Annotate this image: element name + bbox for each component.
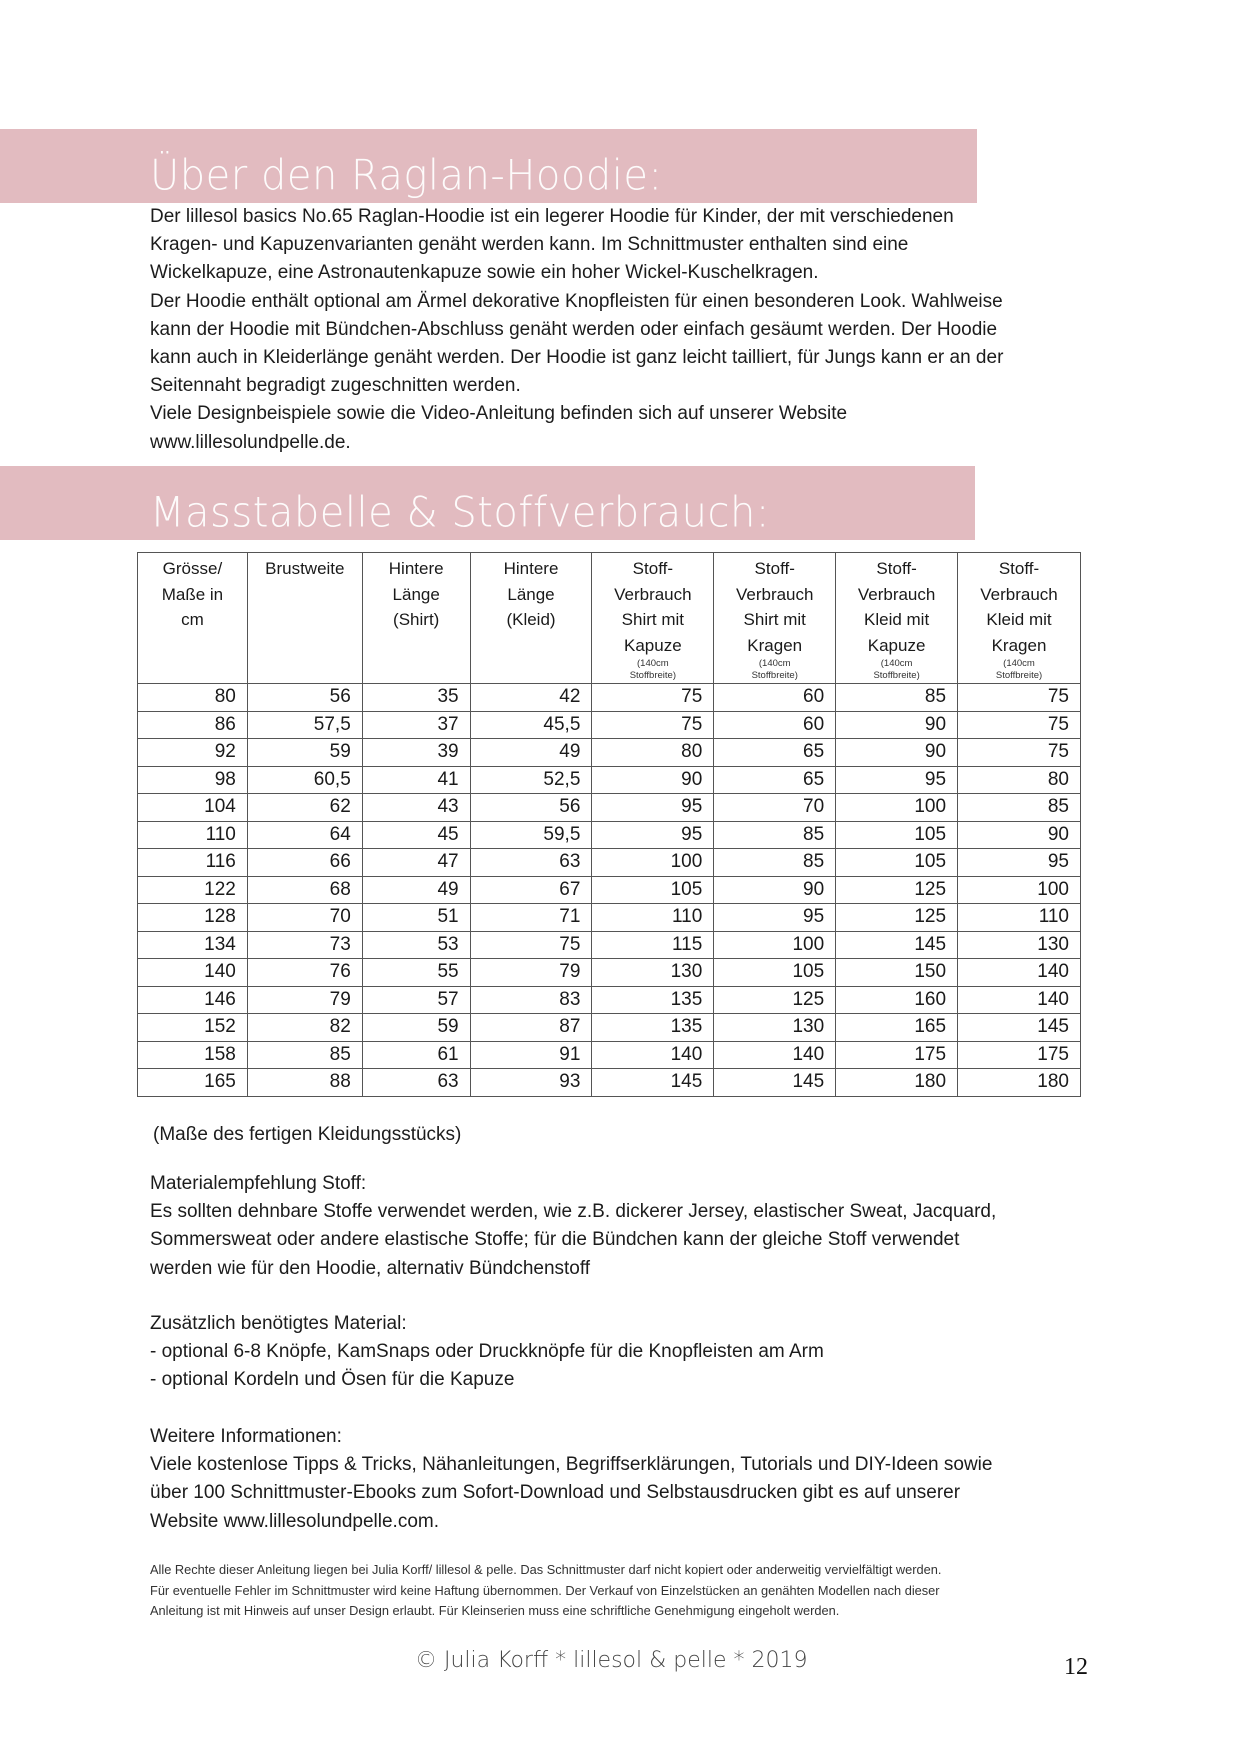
column-header-text: Verbrauch	[857, 584, 936, 604]
value-cell: 37	[362, 711, 470, 739]
value-cell: 100	[592, 849, 714, 877]
value-cell: 130	[958, 931, 1081, 959]
value-cell: 52,5	[470, 766, 592, 794]
value-cell: 43	[362, 794, 470, 822]
size-cell: 110	[138, 821, 248, 849]
more-info-heading: Weitere Informationen:	[150, 1426, 342, 1447]
value-cell: 79	[247, 986, 362, 1014]
about-line: Kragen- und Kapuzenvarianten genäht werden kann. Im Schnittmuster enthalten sind eine	[150, 234, 909, 256]
about-line: Seitennaht begradigt zugeschnitten werden.	[150, 375, 521, 397]
size-table-header-row	[138, 553, 1081, 684]
value-cell: 95	[836, 766, 958, 794]
table-row	[138, 959, 1081, 987]
size-cell: 80	[138, 684, 248, 712]
value-cell: 65	[714, 766, 836, 794]
table-row	[138, 931, 1081, 959]
value-cell: 73	[247, 931, 362, 959]
more-info-line: über 100 Schnittmuster-Ebooks zum Sofort-Download und Selbstausdrucken gibt es auf unserer	[150, 1482, 961, 1504]
value-cell: 71	[470, 904, 592, 932]
value-cell: 165	[836, 1014, 958, 1042]
value-cell: 56	[470, 794, 592, 822]
value-cell: 100	[714, 931, 836, 959]
value-cell: 125	[836, 876, 958, 904]
value-cell: 63	[470, 849, 592, 877]
column-header-text: Hintere	[388, 559, 444, 578]
column-header-note: (140cm	[880, 658, 913, 669]
value-cell: 60	[714, 711, 836, 739]
column-header	[714, 553, 836, 684]
section-title-about: Über den Raglan-Hoodie:	[150, 151, 663, 201]
column-header	[362, 553, 470, 684]
value-cell: 59	[247, 739, 362, 767]
column-header	[958, 553, 1081, 684]
column-header-note: Stoffbreite)	[873, 669, 920, 681]
value-cell: 87	[470, 1014, 592, 1042]
section-header-band-about	[0, 129, 977, 203]
value-cell: 85	[714, 849, 836, 877]
value-cell: 55	[362, 959, 470, 987]
value-cell: 61	[362, 1041, 470, 1069]
page-number: 12	[1064, 1654, 1088, 1680]
about-line: Der Hoodie enthält optional am Ärmel dekorative Knopfleisten für einen besonderen Look. Wahlweise	[150, 290, 1003, 312]
about-website-line: www.lillesolundpelle.de.	[150, 431, 351, 453]
value-cell: 140	[714, 1041, 836, 1069]
value-cell: 57	[362, 986, 470, 1014]
table-row	[138, 684, 1081, 712]
about-line: Wickelkapuze, eine Astronautenkapuze sowie ein hoher Wickel-Kuschelkragen.	[150, 262, 819, 284]
column-header-text: Stoff-	[876, 559, 917, 578]
value-cell: 130	[714, 1014, 836, 1042]
value-cell: 64	[247, 821, 362, 849]
value-cell: 85	[836, 684, 958, 712]
legal-notice	[150, 1560, 1130, 1622]
value-cell: 90	[958, 821, 1081, 849]
value-cell: 90	[714, 876, 836, 904]
value-cell: 100	[836, 794, 958, 822]
table-row	[138, 849, 1081, 877]
column-header-text: Maße in	[161, 584, 224, 604]
column-header-text: (Kleid)	[506, 610, 556, 629]
value-cell: 39	[362, 739, 470, 767]
column-header	[247, 553, 362, 684]
more-info-line: Viele kostenlose Tipps & Tricks, Nähanleitungen, Begriffserklärungen, Tutorials und DIY-Ideen sowie	[150, 1454, 993, 1476]
value-cell: 125	[836, 904, 958, 932]
value-cell: 180	[958, 1069, 1081, 1097]
value-cell: 175	[836, 1041, 958, 1069]
column-header-text: Kleid mit	[864, 610, 930, 629]
column-header-text: Kapuze	[624, 635, 682, 655]
value-cell: 82	[247, 1014, 362, 1042]
table-row	[138, 739, 1081, 767]
column-header-text: Verbrauch	[980, 584, 1058, 604]
value-cell: 75	[470, 931, 592, 959]
table-row	[138, 904, 1081, 932]
size-cell: 104	[138, 794, 248, 822]
column-header	[138, 553, 248, 684]
column-header-note: Stoffbreite)	[751, 669, 798, 681]
value-cell: 140	[958, 959, 1081, 987]
column-header-note: Stoffbreite)	[629, 669, 676, 681]
additional-material	[150, 1310, 1110, 1395]
value-cell: 42	[470, 684, 592, 712]
value-cell: 75	[592, 684, 714, 712]
value-cell: 66	[247, 849, 362, 877]
value-cell: 145	[836, 931, 958, 959]
about-line: kann der Hoodie mit Bündchen-Abschluss genäht werden oder einfach gesäumt werden. Der Hoodie	[150, 318, 998, 340]
value-cell: 75	[958, 739, 1081, 767]
column-header-text: Kragen	[991, 635, 1047, 655]
footer-copyright: © Julia Korff * lillesol & pelle * 2019	[415, 1648, 808, 1673]
value-cell: 105	[836, 849, 958, 877]
value-cell: 59,5	[470, 821, 592, 849]
size-cell: 128	[138, 904, 248, 932]
value-cell: 105	[592, 876, 714, 904]
value-cell: 47	[362, 849, 470, 877]
column-header-note: (140cm	[758, 658, 791, 669]
column-header-text: Stoff-	[632, 559, 673, 578]
value-cell: 90	[836, 711, 958, 739]
legal-line: Für eventuelle Fehler im Schnittmuster wird keine Haftung übernommen. Der Verkauf von Einzelstücken an genähten Modellen nach dieser	[150, 1582, 940, 1598]
column-header-text: cm	[181, 610, 204, 629]
size-cell: 146	[138, 986, 248, 1014]
value-cell: 175	[958, 1041, 1081, 1069]
value-cell: 79	[470, 959, 592, 987]
material-line: werden wie für den Hoodie, alternativ Bündchenstoff	[150, 1257, 591, 1279]
value-cell: 45	[362, 821, 470, 849]
value-cell: 110	[592, 904, 714, 932]
about-line: Viele Designbeispiele sowie die Video-Anleitung befinden sich auf unserer Website	[150, 403, 848, 425]
value-cell: 59	[362, 1014, 470, 1042]
size-table	[137, 552, 1081, 1097]
value-cell: 100	[958, 876, 1081, 904]
size-cell: 134	[138, 931, 248, 959]
value-cell: 70	[714, 794, 836, 822]
value-cell: 90	[836, 739, 958, 767]
column-header-text: Verbrauch	[614, 584, 692, 604]
size-cell: 158	[138, 1041, 248, 1069]
size-cell: 140	[138, 959, 248, 987]
about-paragraph	[150, 203, 1090, 457]
column-header-text: Kleid mit	[986, 610, 1052, 629]
value-cell: 49	[362, 876, 470, 904]
size-cell: 86	[138, 711, 248, 739]
column-header-text: Kapuze	[867, 635, 926, 655]
about-line: kann auch in Kleiderlänge genäht werden. Der Hoodie ist ganz leicht tailliert, für Jungs kann er an der	[150, 347, 1004, 369]
section-title-size-table: Masstabelle & Stoffverbrauch:	[150, 488, 770, 538]
legal-line: Alle Rechte dieser Anleitung liegen bei Julia Korff/ lillesol & pelle. Das Schnittmuster darf nicht kopiert oder anderweitig vervielfältigt werden.	[150, 1562, 942, 1577]
value-cell: 95	[714, 904, 836, 932]
table-row	[138, 1069, 1081, 1097]
value-cell: 83	[470, 986, 592, 1014]
value-cell: 63	[362, 1069, 470, 1097]
value-cell: 140	[592, 1041, 714, 1069]
value-cell: 85	[958, 794, 1081, 822]
size-table-body	[138, 684, 1081, 1097]
value-cell: 75	[958, 684, 1081, 712]
value-cell: 60,5	[247, 766, 362, 794]
value-cell: 145	[714, 1069, 836, 1097]
value-cell: 90	[592, 766, 714, 794]
column-header-text: Kragen	[747, 635, 803, 655]
value-cell: 45,5	[470, 711, 592, 739]
value-cell: 140	[958, 986, 1081, 1014]
more-info	[150, 1423, 1110, 1536]
value-cell: 68	[247, 876, 362, 904]
table-row	[138, 711, 1081, 739]
table-row	[138, 821, 1081, 849]
column-header-note: (140cm	[637, 658, 669, 669]
value-cell: 95	[592, 821, 714, 849]
additional-material-item: - optional 6-8 Knöpfe, KamSnaps oder Druckknöpfe für die Knopfleisten am Arm	[150, 1341, 824, 1363]
value-cell: 160	[836, 986, 958, 1014]
value-cell: 91	[470, 1041, 592, 1069]
material-recommendation	[150, 1170, 1110, 1283]
column-header	[470, 553, 592, 684]
value-cell: 56	[247, 684, 362, 712]
value-cell: 75	[958, 711, 1081, 739]
column-header-text: Stoff-	[754, 559, 795, 578]
value-cell: 145	[592, 1069, 714, 1097]
column-header	[836, 553, 958, 684]
section-header-band-size-table	[0, 466, 975, 540]
column-header-text: Länge	[392, 584, 440, 604]
value-cell: 53	[362, 931, 470, 959]
value-cell: 35	[362, 684, 470, 712]
value-cell: 95	[592, 794, 714, 822]
value-cell: 49	[470, 739, 592, 767]
table-row	[138, 876, 1081, 904]
value-cell: 51	[362, 904, 470, 932]
value-cell: 145	[958, 1014, 1081, 1042]
about-line: Der lillesol basics No.65 Raglan-Hoodie ist ein legerer Hoodie für Kinder, der mit verschiedenen	[150, 206, 954, 227]
table-row	[138, 986, 1081, 1014]
value-cell: 115	[592, 931, 714, 959]
value-cell: 62	[247, 794, 362, 822]
table-row	[138, 766, 1081, 794]
material-line: Es sollten dehnbare Stoffe verwendet werden, wie z.B. dickerer Jersey, elastischer Sweat, Jacquard,	[150, 1201, 997, 1223]
value-cell: 70	[247, 904, 362, 932]
value-cell: 60	[714, 684, 836, 712]
additional-material-item: - optional Kordeln und Ösen für die Kapuze	[150, 1369, 515, 1391]
column-header-text: Grösse/	[162, 559, 223, 578]
value-cell: 180	[836, 1069, 958, 1097]
column-header-text: Verbrauch	[735, 584, 814, 604]
size-cell: 92	[138, 739, 248, 767]
size-cell: 165	[138, 1069, 248, 1097]
value-cell: 85	[247, 1041, 362, 1069]
value-cell: 93	[470, 1069, 592, 1097]
material-line: Sommersweat oder andere elastische Stoffe; für die Bündchen kann der gleiche Stoff verwendet	[150, 1229, 960, 1251]
additional-material-heading: Zusätzlich benötigtes Material:	[150, 1313, 407, 1334]
value-cell: 65	[714, 739, 836, 767]
value-cell: 80	[958, 766, 1081, 794]
value-cell: 41	[362, 766, 470, 794]
value-cell: 105	[714, 959, 836, 987]
column-header-text: Länge	[507, 584, 555, 604]
column-header-note: Stoffbreite)	[995, 669, 1043, 681]
value-cell: 80	[592, 739, 714, 767]
column-header-text: Brustweite	[265, 559, 345, 578]
value-cell: 135	[592, 1014, 714, 1042]
size-cell: 122	[138, 876, 248, 904]
size-cell: 116	[138, 849, 248, 877]
value-cell: 95	[958, 849, 1081, 877]
table-row	[138, 1014, 1081, 1042]
column-header-text: Shirt mit	[743, 610, 806, 629]
value-cell: 67	[470, 876, 592, 904]
value-cell: 85	[714, 821, 836, 849]
value-cell: 135	[592, 986, 714, 1014]
value-cell: 88	[247, 1069, 362, 1097]
value-cell: 105	[836, 821, 958, 849]
size-cell: 98	[138, 766, 248, 794]
value-cell: 110	[958, 904, 1081, 932]
column-header	[592, 553, 714, 684]
column-header-note: (140cm	[1003, 658, 1035, 669]
legal-line: Anleitung ist mit Hinweis auf unser Design erlaubt. Für Kleinserien muss eine schriftliche Genehmigung eingeholt werden.	[150, 1603, 840, 1618]
value-cell: 150	[836, 959, 958, 987]
column-header-text: Stoff-	[998, 559, 1040, 578]
table-row	[138, 794, 1081, 822]
value-cell: 75	[592, 711, 714, 739]
size-cell: 152	[138, 1014, 248, 1042]
more-info-line: Website www.lillesolundpelle.com.	[150, 1510, 439, 1532]
table-caption: (Maße des fertigen Kleidungsstücks)	[153, 1124, 462, 1145]
column-header-text: (Shirt)	[393, 610, 440, 629]
value-cell: 125	[714, 986, 836, 1014]
column-header-text: Hintere	[503, 559, 559, 578]
table-row	[138, 1041, 1081, 1069]
value-cell: 130	[592, 959, 714, 987]
column-header-text: Shirt mit	[621, 610, 685, 629]
value-cell: 57,5	[247, 711, 362, 739]
material-heading: Materialempfehlung Stoff:	[150, 1173, 367, 1194]
value-cell: 76	[247, 959, 362, 987]
